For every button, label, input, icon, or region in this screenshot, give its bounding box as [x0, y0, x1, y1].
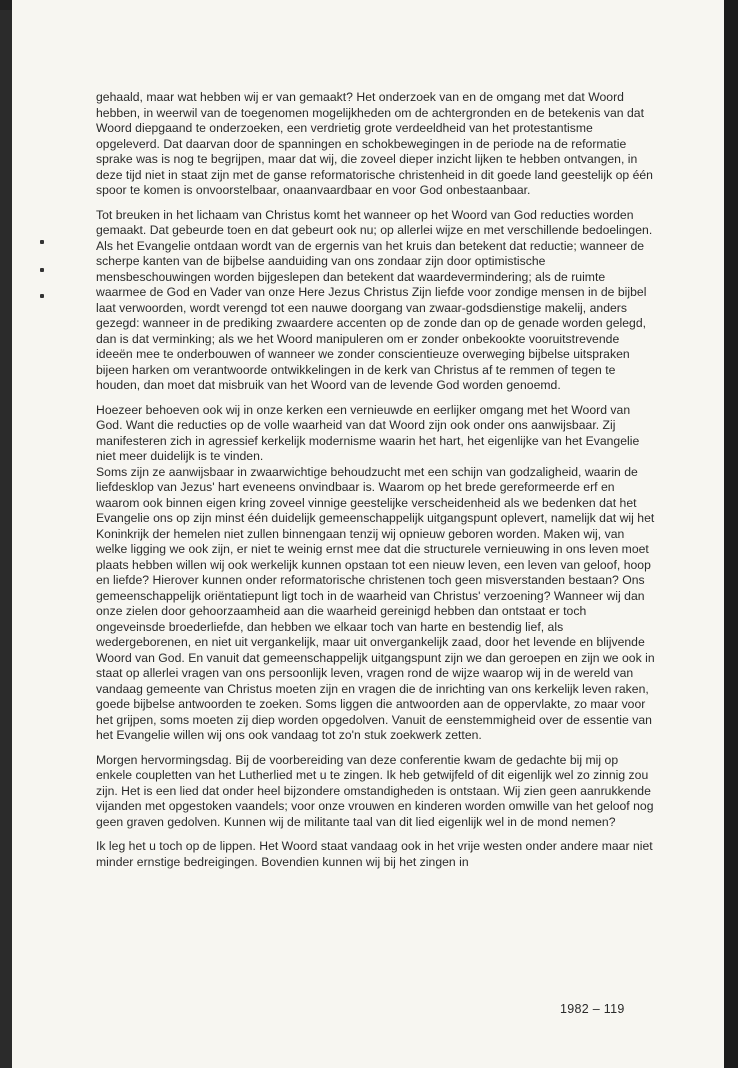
paragraph: gehaald, maar wat hebben wij er van gemaakt? Het onderzoek van en de omgang met dat Woord hebben, in weerwil van de toegenomen mogelijkheden om de achtergronden en de betekenis van dat Woord diepgaand te onderzoeken, een verdrietig grote verdeeldheid van het protestantisme opgeleverd. Dat daarvan door de spanningen en schokbewegingen in de periode na de reformatie sprake was is nog te begrijpen, maar dat wij, die zoveel dieper inzicht lijken te hebben ontvangen, in deze tijd niet in staat zijn met de ganse reformatorische christenheid in dit goede land geestelijk op één spoor te komen is onvoorstelbaar, onaanvaardbaar en voor God onbestaanbaar. [96, 90, 653, 197]
paragraph: Soms zijn ze aanwijsbaar in zwaarwichtige behoudzucht met een schijn van godzaligheid, waarin de liefdesklop van Jezus' hart eveneens onvindbaar is. Waarom op het brede gereformeerde erf en waarom ook binnen eigen kring zoveel vinnige geestelijke verscheidenheid als we bedenken dat het Evangelie ons op zijn minst één duidelijk gemeenschappelijk uitgangspunt oplevert, namelijk dat wij het Koninkrijk der hemelen niet zullen binnengaan tenzij wij opnieuw geboren worden. Maken wij, van welke ligging we ook zijn, er niet te weinig ernst mee dat die structurele vernieuwing in ons leven moet plaats hebben willen wij ook werkelijk kunnen opstaan tot een nieuw leven, een leven van geloof, hoop en liefde? Hierover kunnen onder reformatorische christenen toch geen misverstanden bestaan? Ons gemeenschappelijk oriëntatiepunt ligt toch in de waarheid van Christus' verzoening? Wanneer wij dan onze zielen door gehoorzaamheid aan die waarheid gereinigd hebben dan ontstaat er toch ongeveinsde broederliefde, dan hebben we elkaar toch van harte en bestendig lief, als wedergeborenen, en niet uit vergankelijk, maar uit onvergankelijk zaad, door het levende en blijvende Woord van God. En vanuit dat gemeenschappelijk uitgangspunt zijn we dan geroepen en zijn we ook in staat op allerlei vragen van ons persoonlijk leven, vragen rond de wijze waarop wij in de wereld van vandaag gemeente van Christus moeten zijn en vragen die de inrichting van ons kerkelijk leven raken, goede bijbelse antwoorden te zoeken. Soms liggen die antwoorden aan de oppervlakte, zo maar voor het grijpen, soms moeten zij diep worden opgedolven. Vanuit de eenstemmigheid over de essentie van het Evangelie willen wij ons ook vandaag tot zo'n stuk zoekwerk zetten. [96, 464, 655, 742]
binding-mark [40, 240, 44, 244]
binding-mark [40, 268, 44, 272]
document-page [12, 0, 724, 1068]
paragraph: Tot breuken in het lichaam van Christus komt het wanneer op het Woord van God reducties worden gemaakt. Dat gebeurde toen en dat gebeurt ook nu; op allerlei wijze en met verschillende bedoelingen. Als het Evangelie ontdaan wordt van de ergernis van het kruis dan betekent dat reductie; wanneer de scherpe kanten van de bijbelse aanduiding van ons zondaar zijn door optimistische mensbeschouwingen worden bijgeslepen dan betekent dat waardevermindering; als de ruimte waarmee de God en Vader van onze Here Jezus Christus Zijn liefde voor zondige mensen in de bijbel laat verwoorden, wordt verengd tot een nauwe doorgang van zwaar-godsdienstige makelij, anders gezegd: wanneer in de prediking zwaardere accenten op de zonde dan op de genade worden gelegd, dan is dat verminking; als we het Woord manipuleren om er zonder onbekookte vooruitstrevende ideeën mee te onderbouwen of wanneer we zonder conscientieuze overweging bijbelse uitspraken bijeen harken om verantwoorde ontwikkelingen in de kerk van Christus af te remmen of tegen te houden, dan moet dat misbruik van het Woord van de levende God worden genoemd. [96, 207, 653, 392]
body-text [96, 90, 656, 879]
paragraph: Hoezeer behoeven ook wij in onze kerken een vernieuwde en eerlijker omgang met het Woord van God. Want die reducties op de volle waarheid van dat Woord zijn ook onder ons aanwijsbaar. Zij manifesteren zich in agressief kerkelijk modernisme waarin het hart, het eigenlijke van het Evangelie niet meer duidelijk is te vinden. [96, 402, 640, 463]
binding-marks [38, 240, 46, 310]
paragraph: Ik leg het u toch op de lippen. Het Woord staat vandaag ook in het vrije westen onder andere maar niet minder ernstige bedreigingen. Bovendien kunnen wij bij het zingen in [96, 839, 653, 869]
paragraph: Morgen hervormingsdag. Bij de voorbereiding van deze conferentie kwam de gedachte bij mij op enkele coupletten van het Lutherlied met u te zingen. Ik heb getwijfeld of dit eigenlijk wel zo zinnig zou zijn. Het is een lied dat onder heel bijzondere omstandigheden is ontstaan. Wij zien geen aanrukkende vijanden met opgestoken vaandels; voor onze vrouwen en kinderen worden omwille van het geloof nog geen graven gedolven. Kunnen wij de militante taal van dit lied eigenlijk wel in de mond nemen? [96, 752, 654, 829]
binding-mark [40, 294, 44, 298]
page-number: 1982 – 119 [560, 1002, 625, 1016]
scan-border-right [724, 0, 738, 1068]
